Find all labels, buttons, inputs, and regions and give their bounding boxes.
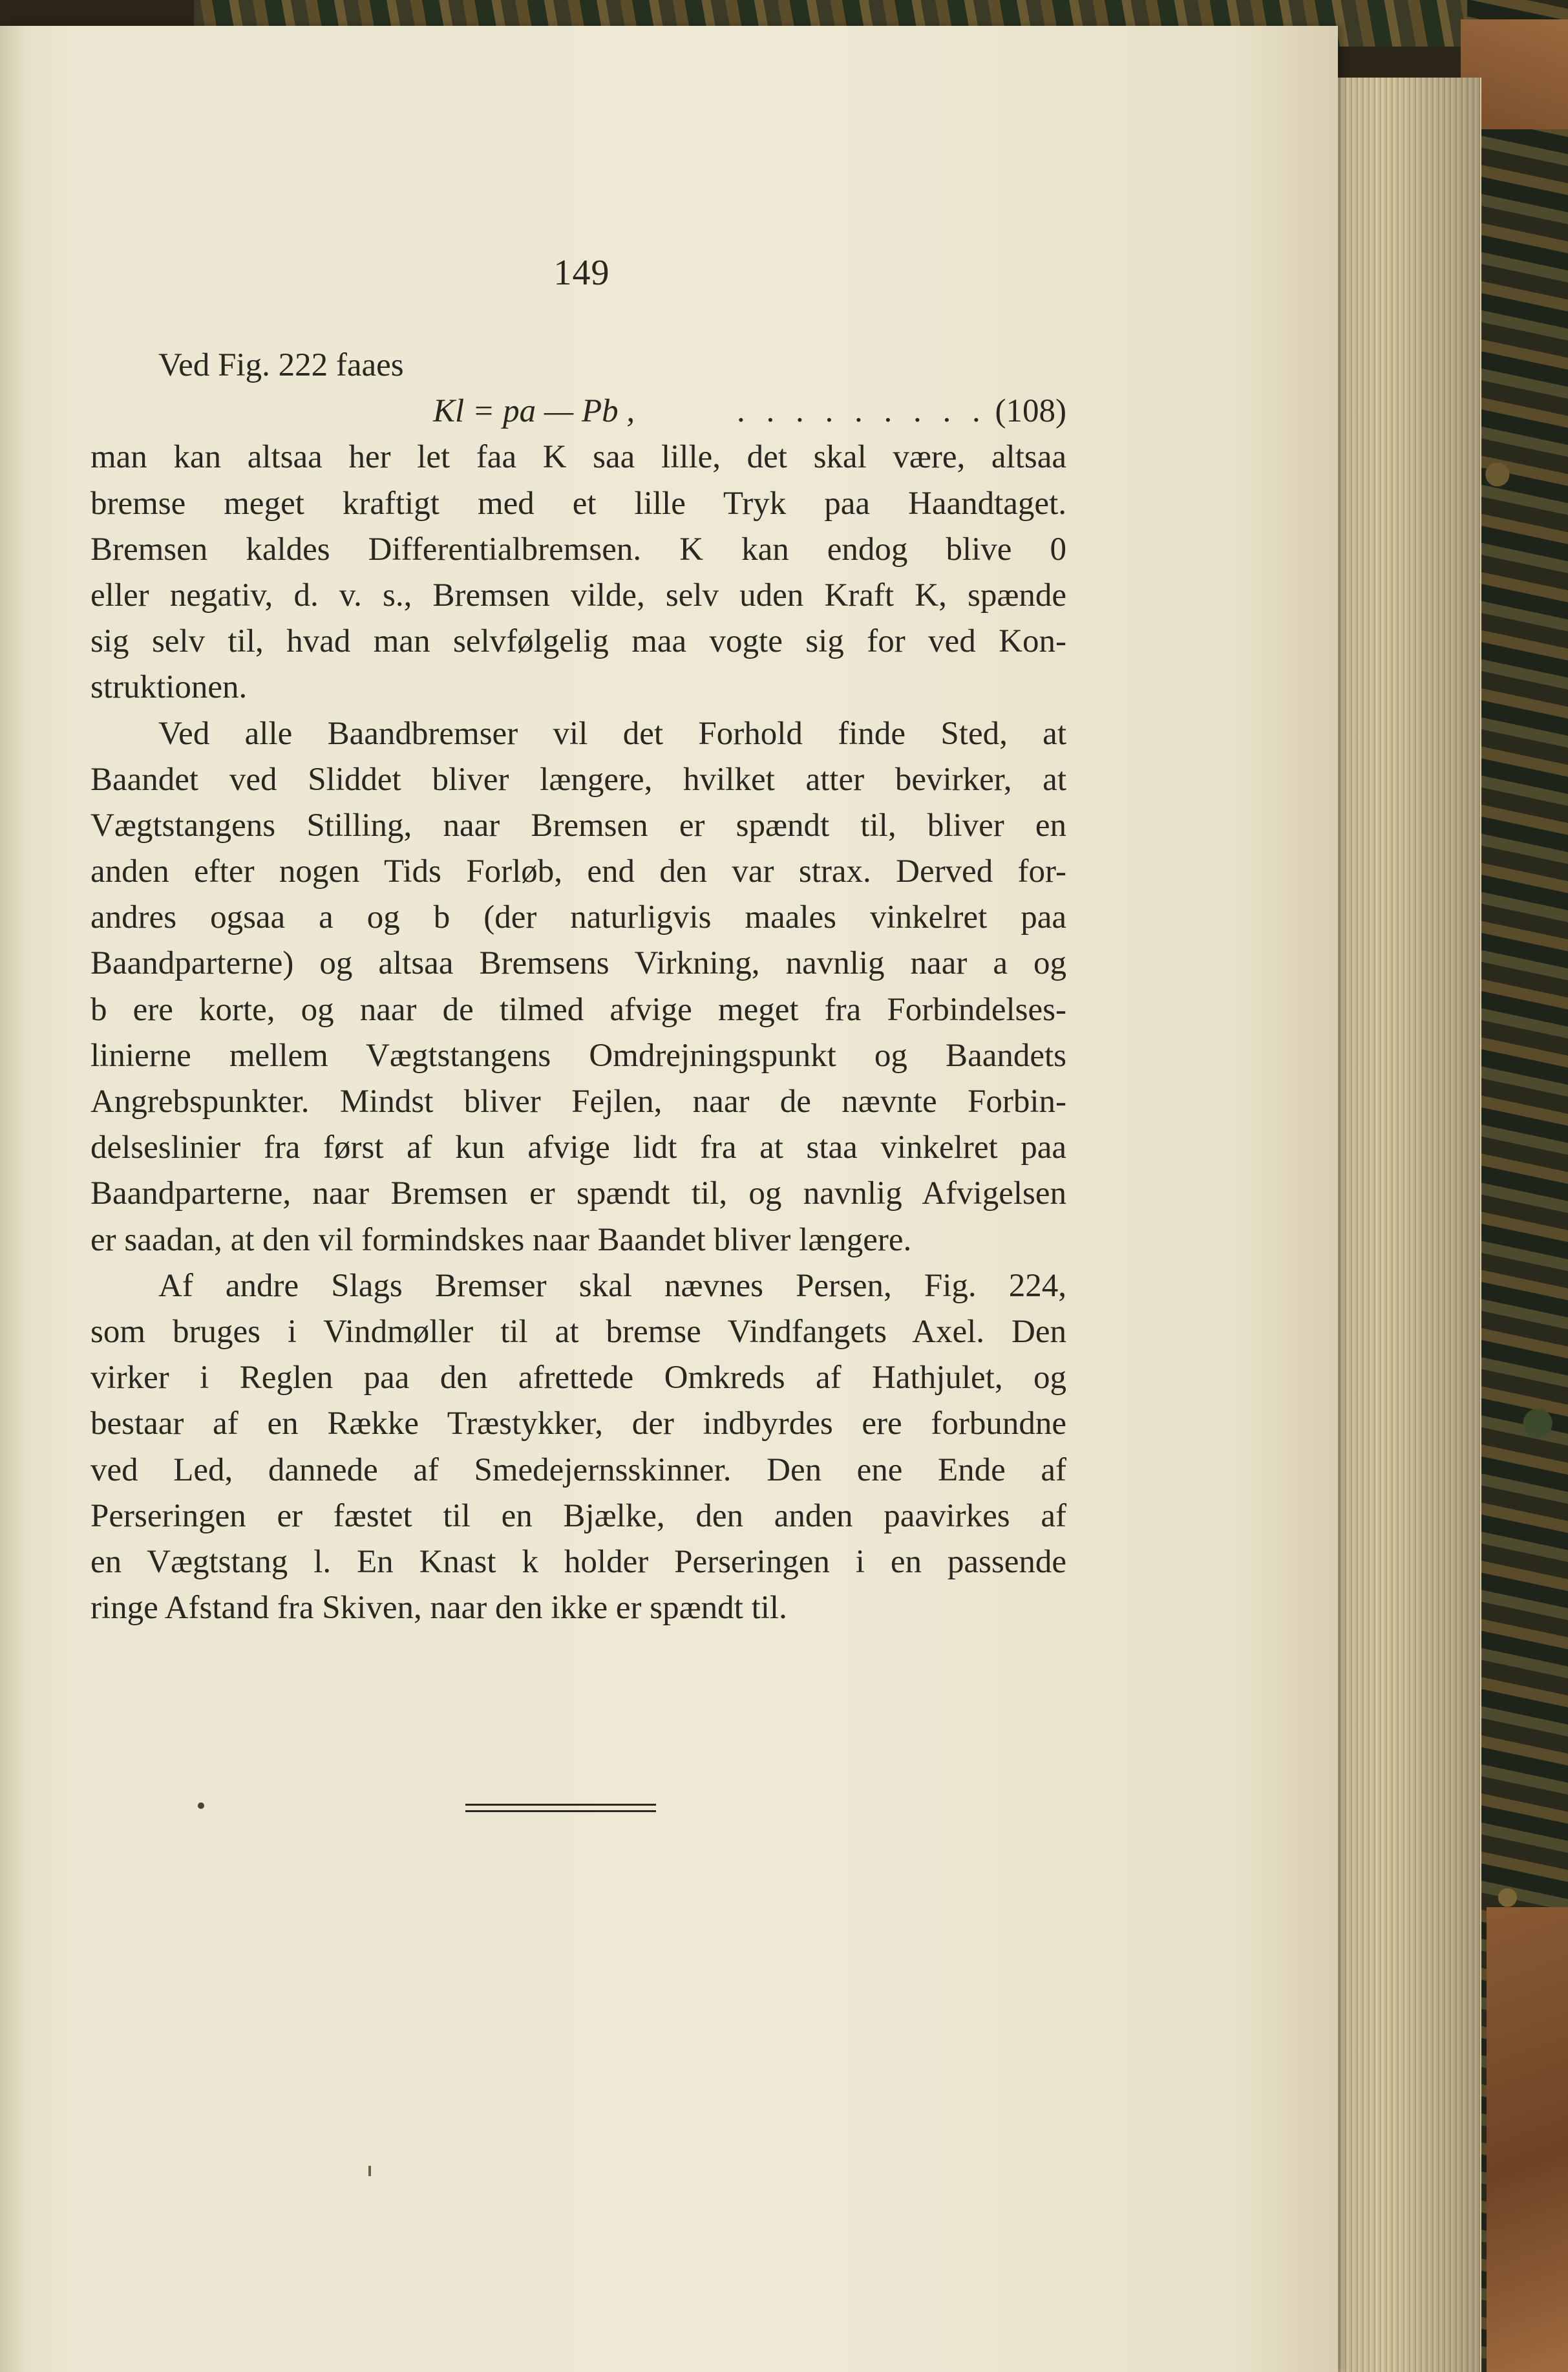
p3-line: Perseringen er fæstet til en Bjælke, den anden paavirkes af — [90, 1497, 1066, 1534]
p2-line: Vægtstangens Stilling, naar Bremsen er spændt til, bliver en — [90, 807, 1066, 844]
p2-line: Ved alle Baandbremser vil det Forhold finde Sted, at — [158, 715, 1066, 752]
p2-line: anden efter nogen Tids Forløb, end den var strax. Derved for- — [90, 853, 1066, 890]
p1-line: bremse meget kraftigt med et lille Tryk paa Haandtaget. — [90, 485, 1066, 522]
p1-line: man kan altsaa her let faa K saa lille, det skal være, altsaa — [90, 439, 1066, 476]
p2-line: Baandparterne) og altsaa Bremsens Virkning, navnlig naar a og — [90, 945, 1066, 982]
end-rule-bottom — [465, 1810, 656, 1812]
p3-line: virker i Reglen paa den afrettede Omkreds af Hathjulet, og — [90, 1360, 1066, 1396]
p2-line: andres ogsaa a og b (der naturligvis maales vinkelret paa — [90, 899, 1066, 936]
p3-line: Af andre Slags Bremser skal nævnes Persen, Fig. 224, — [158, 1267, 1066, 1304]
page-text — [90, 343, 1066, 1631]
page-number: 149 — [553, 253, 610, 293]
p3-line: ringe Afstand fra Skiven, naar den ikke er spændt til. — [90, 1590, 787, 1627]
end-rule-top — [465, 1804, 656, 1806]
p1-line: Bremsen kaldes Differentialbremsen. K kan endog blive 0 — [90, 531, 1066, 568]
p2-line: delseslinier fra først af kun afvige lidt fra at staa vinkelret paa — [90, 1129, 1066, 1166]
p2-line: er saadan, at den vil formindskes naar Baandet bliver længere. — [90, 1221, 912, 1258]
intro-line: Ved Fig. 222 faaes — [158, 347, 404, 383]
p3-line: bestaar af en Række Træstykker, der indbyrdes ere forbundne — [90, 1405, 1066, 1442]
paper-speck — [368, 2166, 371, 2176]
p3-line: som bruges i Vindmøller til at bremse Vindfangets Axel. Den — [90, 1313, 1066, 1350]
equation-108 — [90, 389, 1066, 434]
equation-dots: . . . . . . . . . — [737, 393, 987, 430]
p2-line: b ere korte, og naar de tilmed afvige meget fra Forbindelses- — [90, 991, 1066, 1028]
page-edges-shade — [1319, 78, 1480, 2372]
p1-line: eller negativ, d. v. s., Bremsen vilde, selv uden Kraft K, spænde — [90, 577, 1066, 614]
p3-line: ved Led, dannede af Smedejernsskinner. Den ene Ende af — [90, 1451, 1066, 1488]
p1-line: struktionen. — [90, 669, 248, 706]
leather-corner-bottom — [1487, 1907, 1568, 2372]
equation-number: (108) — [995, 393, 1066, 430]
p3-line: en Vægtstang l. En Knast k holder Perseringen i en passende — [90, 1543, 1066, 1580]
p2-line: Baandet ved Sliddet bliver længere, hvilket atter bevirker, at — [90, 761, 1066, 798]
book-page — [0, 26, 1338, 2372]
p1-line: sig selv til, hvad man selvfølgelig maa vogte sig for ved Kon- — [90, 623, 1066, 660]
ink-dot — [198, 1802, 204, 1809]
p2-line: linierne mellem Vægtstangens Omdrejningspunkt og Baandets — [90, 1037, 1066, 1074]
p2-line: Baandparterne, naar Bremsen er spændt til, og navnlig Afvigelsen — [90, 1175, 1066, 1212]
equation-formula: Kl = pa — Pb , — [433, 393, 635, 430]
p2-line: Angrebspunkter. Mindst bliver Fejlen, naar de nævnte Forbin- — [90, 1084, 1066, 1120]
